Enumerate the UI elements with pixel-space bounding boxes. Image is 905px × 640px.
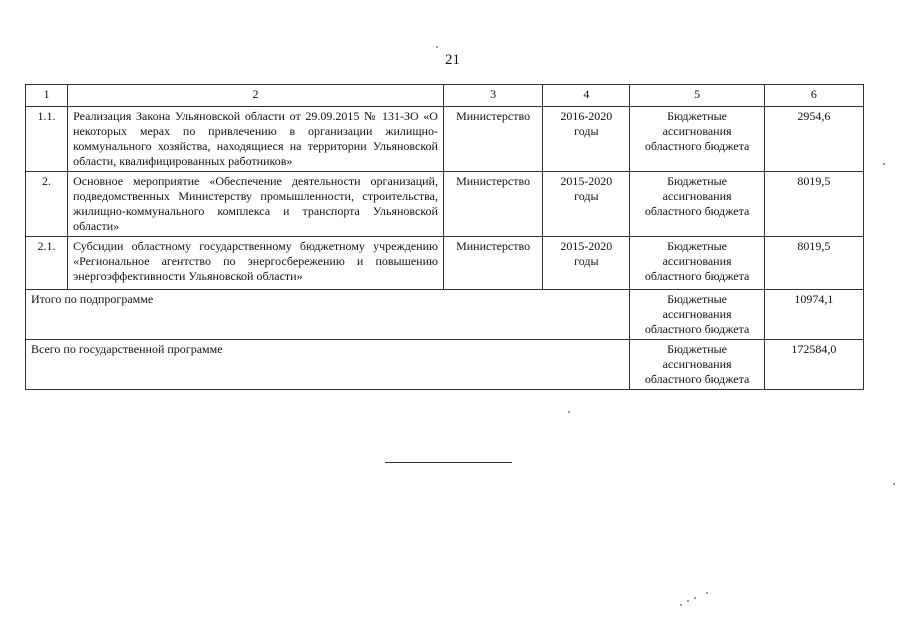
column-header-3: 3 [443, 85, 542, 107]
period [543, 107, 630, 172]
subtotal-amount: 10974,1 [764, 290, 863, 340]
measure-title: Основное мероприятие «Обеспечение деятельности организаций, подведомственных Министерству промышленности, строительства, жилищно-коммунального комплекса и транспорта Ульяновской области» [68, 172, 444, 237]
funding-source-line: областного бюджета [644, 269, 750, 283]
funding-source [630, 107, 764, 172]
funding-source-line: ассигнования [662, 307, 732, 321]
funding-source-line: областного бюджета [644, 139, 750, 153]
funding-source-line: ассигнования [662, 357, 732, 371]
executor: Министерство [443, 107, 542, 172]
period-years: 2016-2020 [560, 109, 613, 123]
executor: Министерство [443, 172, 542, 237]
scan-speck [680, 604, 682, 606]
total-amount: 172584,0 [764, 340, 863, 390]
scan-speck [687, 600, 689, 602]
measure-title: Субсидии областному государственному бюджетному учреждению «Региональное агентство по энергосбережению и повышению энергоэффективности Ульяновской области» [68, 237, 444, 290]
subtotal-row [26, 290, 864, 340]
table-row [26, 237, 864, 290]
period-unit: годы [574, 254, 599, 268]
period [543, 237, 630, 290]
table-row [26, 172, 864, 237]
period [543, 172, 630, 237]
program-budget-table [25, 84, 864, 390]
funding-source-line: областного бюджета [644, 372, 750, 386]
column-header-4: 4 [543, 85, 630, 107]
row-number: 1.1. [26, 107, 68, 172]
funding-source-line: ассигнования [662, 254, 732, 268]
amount: 8019,5 [764, 237, 863, 290]
table-header-row [26, 85, 864, 107]
funding-source-line: областного бюджета [644, 204, 750, 218]
total-row [26, 340, 864, 390]
period-years: 2015-2020 [560, 174, 613, 188]
period-unit: годы [574, 124, 599, 138]
column-header-2: 2 [68, 85, 444, 107]
measure-title: Реализация Закона Ульяновской области от 29.09.2015 № 131-ЗО «О некоторых мерах по привлечению в организации жилищно-коммунального хозяйства, находящиеся на территории Ульяновской области, квалифицированных работников» [68, 107, 444, 172]
period-years: 2015-2020 [560, 239, 613, 253]
funding-source-line: ассигнования [662, 124, 732, 138]
scan-speck [568, 411, 570, 413]
funding-source [630, 290, 764, 340]
funding-source [630, 172, 764, 237]
scan-speck [706, 592, 708, 594]
funding-source-line: ассигнования [662, 189, 732, 203]
funding-source-line: Бюджетные [667, 292, 728, 306]
scan-speck [893, 483, 895, 485]
page-number: 21 [445, 52, 460, 68]
total-label: Всего по государственной программе [26, 340, 630, 390]
scan-speck [883, 163, 885, 165]
column-header-5: 5 [630, 85, 764, 107]
funding-source-line: областного бюджета [644, 322, 750, 336]
subtotal-label: Итого по подпрограмме [26, 290, 630, 340]
scan-speck [436, 46, 438, 48]
funding-source-line: Бюджетные [667, 109, 728, 123]
column-header-6: 6 [764, 85, 863, 107]
funding-source [630, 340, 764, 390]
funding-source-line: Бюджетные [667, 342, 728, 356]
period-unit: годы [574, 189, 599, 203]
funding-source-line: Бюджетные [667, 239, 728, 253]
funding-source-line: Бюджетные [667, 174, 728, 188]
table-row [26, 107, 864, 172]
executor: Министерство [443, 237, 542, 290]
funding-source [630, 237, 764, 290]
row-number: 2. [26, 172, 68, 237]
amount: 8019,5 [764, 172, 863, 237]
column-header-1: 1 [26, 85, 68, 107]
amount: 2954,6 [764, 107, 863, 172]
row-number: 2.1. [26, 237, 68, 290]
closing-divider [385, 462, 512, 463]
scan-speck [694, 597, 696, 599]
